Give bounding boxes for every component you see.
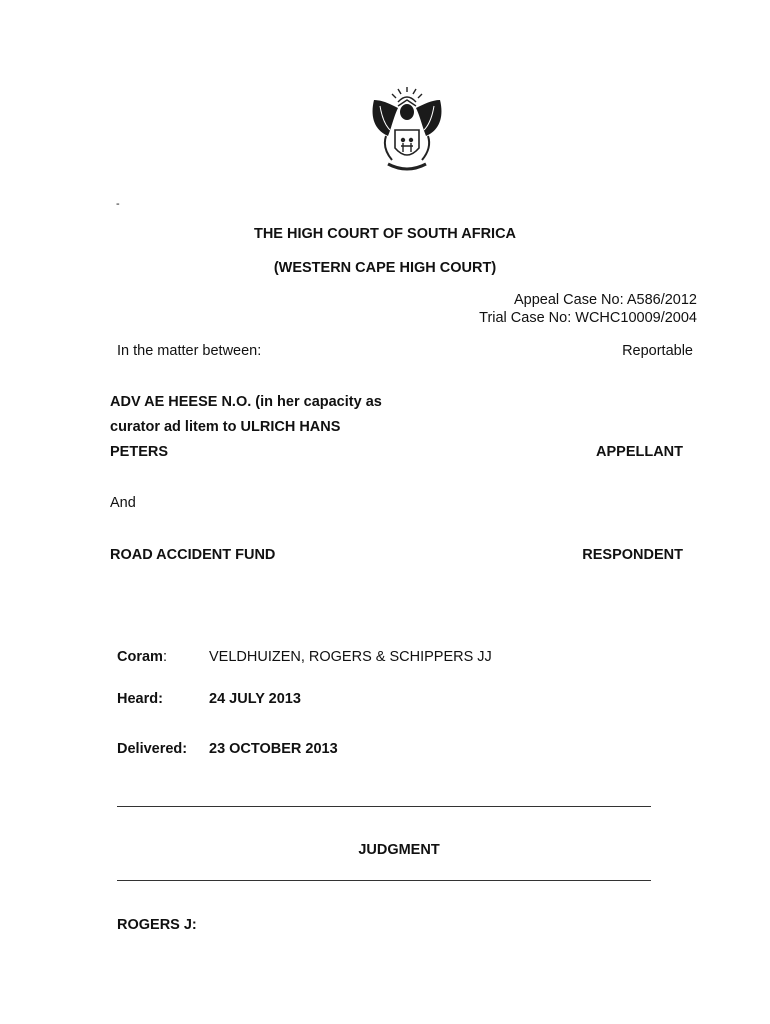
respondent-name: ROAD ACCIDENT FUND — [110, 547, 276, 563]
coram-value: VELDHUIZEN, ROGERS & SCHIPPERS JJ — [209, 649, 492, 665]
matter-label: In the matter between: — [117, 343, 262, 359]
coram-label: Coram: — [117, 649, 167, 665]
delivered-date: 23 OCTOBER 2013 — [209, 741, 338, 757]
reportable-label: Reportable — [622, 343, 693, 359]
appellant-name-line3: PETERS — [110, 444, 169, 460]
coat-of-arms-icon — [368, 86, 446, 176]
delivered-label: Delivered: — [117, 741, 188, 757]
court-name: THE HIGH COURT OF SOUTH AFRICA — [253, 226, 517, 242]
judgment-heading: JUDGMENT — [358, 842, 440, 858]
appeal-case-number: Appeal Case No: A586/2012 — [514, 292, 697, 308]
heard-label: Heard: — [117, 691, 163, 707]
respondent-role: RESPONDENT — [582, 547, 683, 563]
trial-case-number: Trial Case No: WCHC10009/2004 — [479, 310, 697, 326]
appellant-role: APPELLANT — [596, 444, 683, 460]
divider-top — [117, 806, 651, 807]
party-conjunction: And — [110, 495, 136, 511]
judgment-author: ROGERS J: — [117, 917, 197, 933]
stray-mark: - — [116, 198, 120, 210]
divider-bottom — [117, 880, 651, 881]
appellant-name-line2: curator ad litem to ULRICH HANS — [110, 419, 341, 435]
court-division: (WESTERN CAPE HIGH COURT) — [273, 260, 497, 276]
heard-date: 24 JULY 2013 — [209, 691, 301, 707]
appellant-name-line1: ADV AE HEESE N.O. (in her capacity as — [110, 394, 382, 410]
